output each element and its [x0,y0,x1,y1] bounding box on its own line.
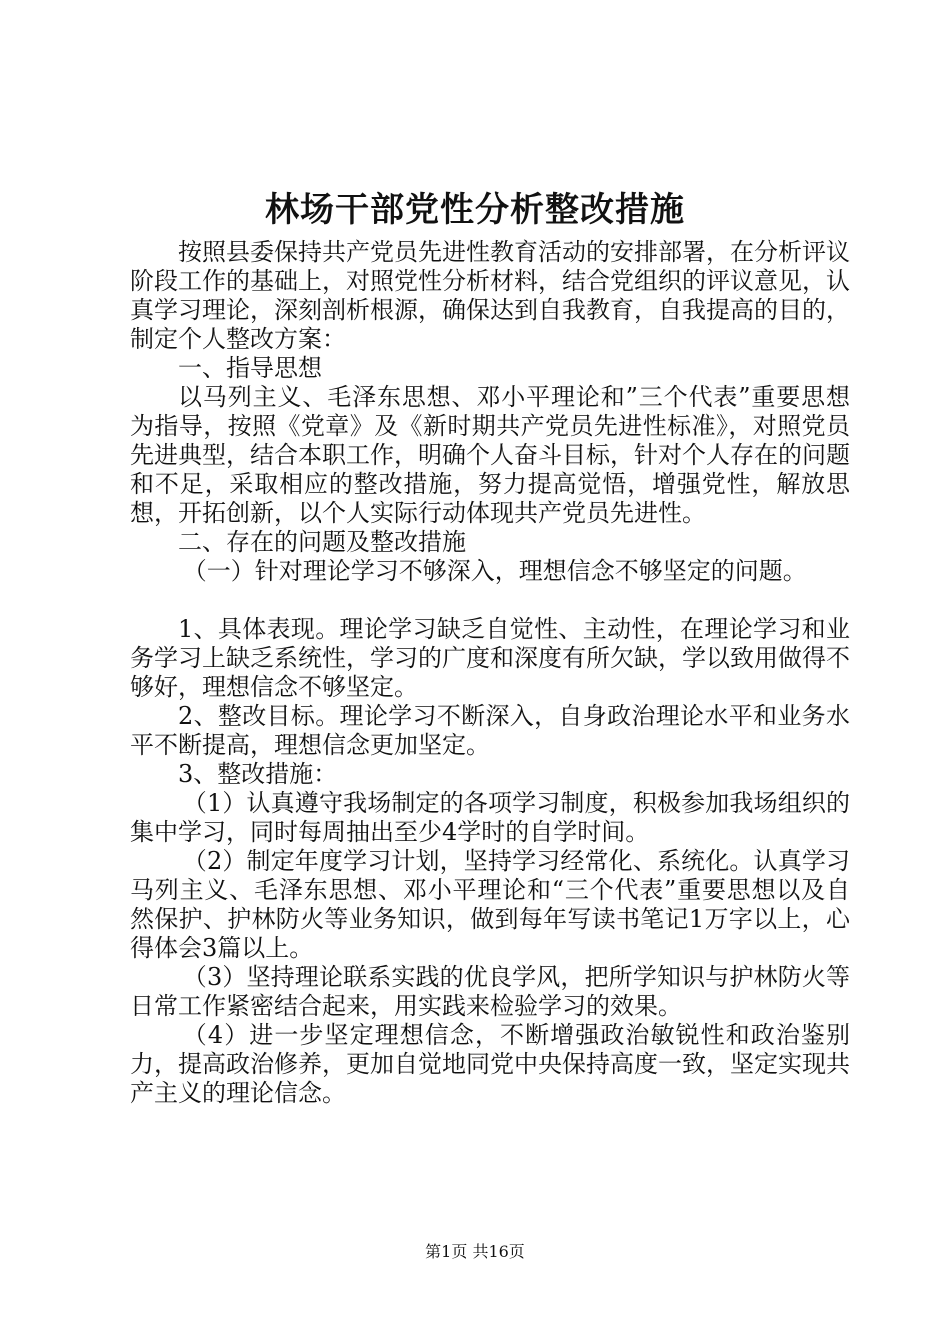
measure-4: （4）进一步坚定理想信念，不断增强政治敏锐性和政治鉴别力，提高政治修养，更加自觉地同党中央保持高度一致，坚定实现共产主义的理论信念。 [130,1021,850,1107]
item-specific-performance: 1、具体表现。理论学习缺乏自觉性、主动性，在理论学习和业务学习上缺乏系统性，学习的广度和深度有所欠缺，学以致用做得不够好，理想信念不够坚定。 [130,615,850,701]
page-footer: 第1页 共16页 [425,1242,525,1261]
document-body [130,238,850,1108]
subsection-heading-theory-study: （一）针对理论学习不够深入，理想信念不够坚定的问题。 [182,557,807,585]
blank-line [130,586,850,615]
intro-paragraph: 按照县委保持共产党员先进性教育活动的安排部署，在分析评议阶段工作的基础上，对照党性分析材料，结合党组织的评议意见，认真学习理论，深刻剖析根源，确保达到自我教育，自我提高的目的，制定个人整改方案： [130,238,850,353]
measure-3: （3）坚持理论联系实践的优良学风，把所学知识与护林防火等日常工作紧密结合起来，用实践来检验学习的效果。 [130,963,850,1020]
item-rectification-goal: 2、整改目标。理论学习不断深入，自身政治理论水平和业务水平不断提高，理想信念更加坚定。 [130,702,850,759]
item-rectification-measures: 3、整改措施： [178,760,338,788]
section-heading-guiding-ideology: 一、指导思想 [178,354,322,382]
measure-1: （1）认真遵守我场制定的各项学习制度，积极参加我场组织的集中学习，同时每周抽出至少4学时的自学时间。 [130,789,850,846]
measure-2: （2）制定年度学习计划，坚持学习经常化、系统化。认真学习马列主义、毛泽东思想、邓小平理论和“三个代表”重要思想以及自然保护、护林防火等业务知识，做到每年写读书笔记1万字以上，心得体会3篇以上。 [130,847,850,962]
document-title: 林场干部党性分析整改措施 [265,190,685,230]
section-heading-problems: 二、存在的问题及整改措施 [178,528,466,556]
guiding-ideology-paragraph: 以马列主义、毛泽东思想、邓小平理论和”三个代表”重要思想为指导，按照《党章》及《新时期共产党员先进性标准》，对照党员先进典型，结合本职工作，明确个人奋斗目标，针对个人存在的问题和不足，采取相应的整改措施，努力提高觉悟，增强党性，解放思想，开拓创新，以个人实际行动体现共产党员先进性。 [130,383,850,527]
